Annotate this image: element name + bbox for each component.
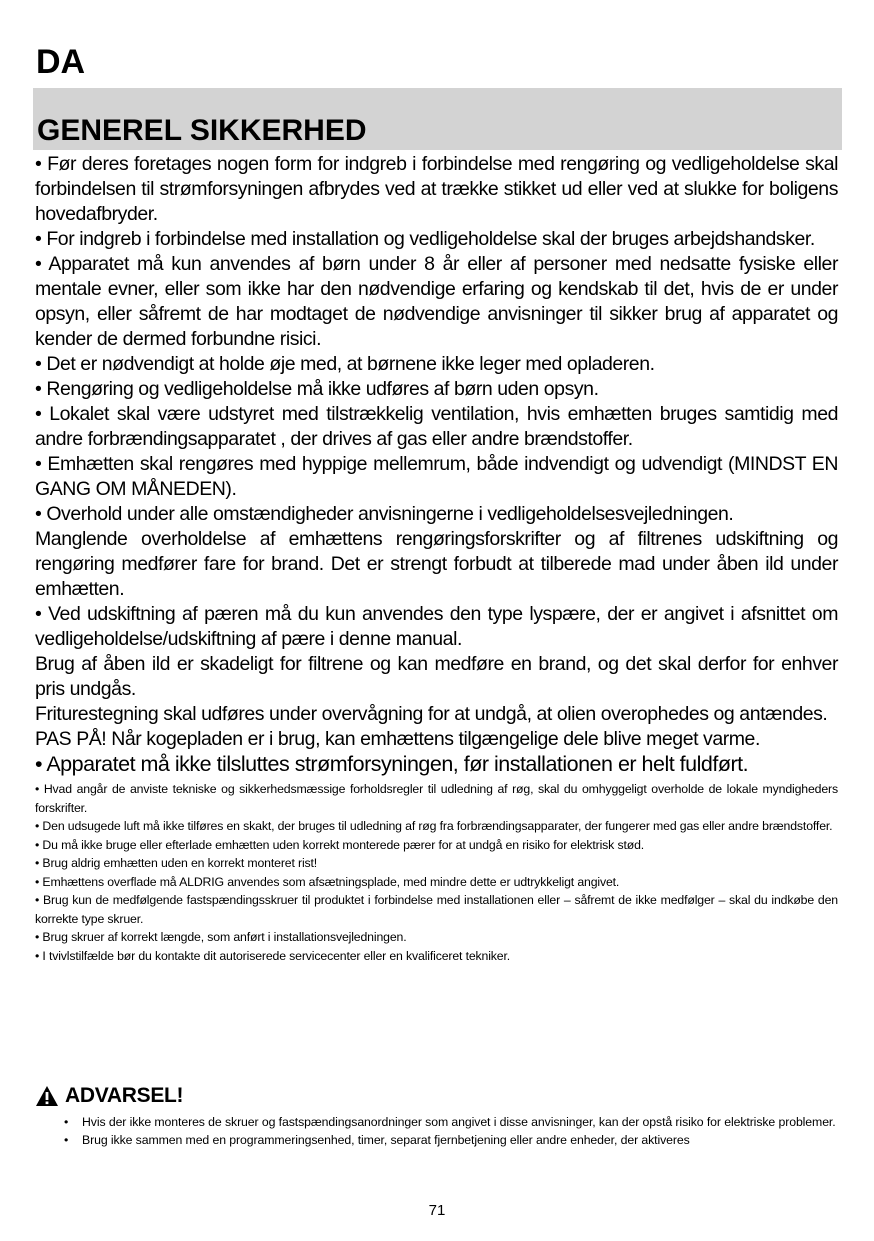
bullet: • [64, 1133, 69, 1147]
warning-item-text: Brug ikke sammen med en programmeringsenhed, timer, separat fjernbetjening eller andre enheder, der aktiveres [82, 1133, 690, 1147]
warning-title: ADVARSEL! [65, 1084, 184, 1107]
additional-instructions [35, 780, 838, 965]
instruction-paragraph: • For indgreb i forbindelse med installation og vedligeholdelse skal der bruges arbejdshandsker. [35, 228, 815, 250]
instruction-paragraph: • Ved udskiftning af pæren må du kun anvendes den type lyspære, der er angivet i afsnittet om vedligeholdelse/udskiftning af pære i denne manual. [35, 603, 838, 650]
small-instruction: • Hvad angår de anviste tekniske og sikkerhedsmæssige forholdsregler til udledning af røg, skal du omhyggeligt overholde de lokale myndigheders forskrifter. [35, 782, 838, 815]
small-instruction: • Emhættens overflade må ALDRIG anvendes som afsætningsplade, med mindre dette er udtrykkeligt angivet. [35, 874, 620, 889]
instruction-paragraph: • Lokalet skal være udstyret med tilstrækkelig ventilation, hvis emhætten bruges samtidig med andre forbrændingsapparatet , der drives af gas eller andre brændstoffer. [35, 403, 838, 450]
warning-heading [35, 1083, 838, 1109]
small-instruction: • I tvivlstilfælde bør du kontakte dit autoriserede servicecenter eller en kvalificeret tekniker. [35, 948, 511, 963]
instruction-paragraph: • Overhold under alle omstændigheder anvisningerne i vedligeholdelsesvejledningen. [35, 503, 734, 525]
warning-item-text: Hvis der ikke monteres de skruer og fastspændingsanordninger som angivet i disse anvisninger, kan der opstå risiko for elektriske problemer. [82, 1115, 836, 1129]
section-title: GENEREL SIKKERHED [37, 114, 367, 147]
safety-instructions [35, 152, 838, 965]
small-instruction: • Du må ikke bruge eller efterlade emhætten uden korrekt monterede pærer for at undgå en risiko for elektrisk stød. [35, 837, 645, 852]
small-instruction: • Brug kun de medfølgende fastspændingsskruer til produktet i forbindelse med installationen eller – såfremt de ikke medfølger – skal du indkøbe den korrekte type skruer. [35, 893, 838, 926]
instruction-paragraph: Brug af åben ild er skadeligt for filtrene og kan medføre en brand, og det skal derfor for enhver pris undgås. [35, 653, 838, 700]
instruction-paragraph: • Emhætten skal rengøres med hyppige mellemrum, både indvendigt og udvendigt (MINDST EN GANG OM MÅNEDEN). [35, 453, 838, 500]
language-code: DA [36, 43, 86, 81]
warning-item [64, 1131, 838, 1149]
instruction-paragraph: • Rengøring og vedligeholdelse må ikke udføres af børn uden opsyn. [35, 378, 599, 400]
warning-section [35, 1083, 838, 1149]
small-instruction: • Brug skruer af korrekt længde, som anført i installationsvejledningen. [35, 930, 407, 944]
instruction-paragraph: • Før deres foretages nogen form for indgreb i forbindelse med rengøring og vedligeholdelse skal forbindelsen til strømforsyningen afbrydes ved at trække stikket ud eller ved at slukke for boligens hovedafbryder. [35, 153, 838, 225]
instruction-paragraph: Friturestegning skal udføres under overvågning for at undgå, at olien overophedes og antændes. [35, 703, 828, 725]
instruction-paragraph: • Apparatet må ikke tilsluttes strømforsyningen, før installationen er helt fuldført. [35, 752, 749, 776]
instruction-paragraph: • Det er nødvendigt at holde øje med, at børnene ikke leger med opladeren. [35, 353, 655, 375]
small-instruction: • Den udsugede luft må ikke tilføres en skakt, der bruges til udledning af røg fra forbrændingsapparater, der fungerer med gas eller andre brændstoffer. [35, 819, 833, 833]
instruction-paragraph: • Apparatet må kun anvendes af børn under 8 år eller af personer med nedsatte fysiske eller mentale evner, eller som ikke har den nødvendige erfaring og kendskab til det, hvis de er under opsyn, eller såfremt de har modtaget de nødvendige anvisninger til sikker brug af apparatet og kender de dermed forbundne risici. [35, 253, 838, 350]
small-instruction: • Brug aldrig emhætten uden en korrekt monteret rist! [35, 856, 318, 870]
bullet: • [64, 1115, 69, 1129]
instruction-paragraph: PAS PÅ! Når kogepladen er i brug, kan emhættens tilgængelige dele blive meget varme. [35, 728, 760, 750]
section-header-bar [33, 88, 842, 150]
warning-item [64, 1113, 838, 1131]
warning-list [35, 1113, 838, 1149]
instruction-paragraph: Manglende overholdelse af emhættens rengøringsforskrifter og af filtrenes udskiftning og rengøring medfører fare for brand. Det er strengt forbudt at tilberede mad under åben ild under emhætten. [35, 528, 838, 600]
page-number: 71 [428, 1202, 446, 1219]
warning-triangle-icon [35, 1085, 59, 1107]
